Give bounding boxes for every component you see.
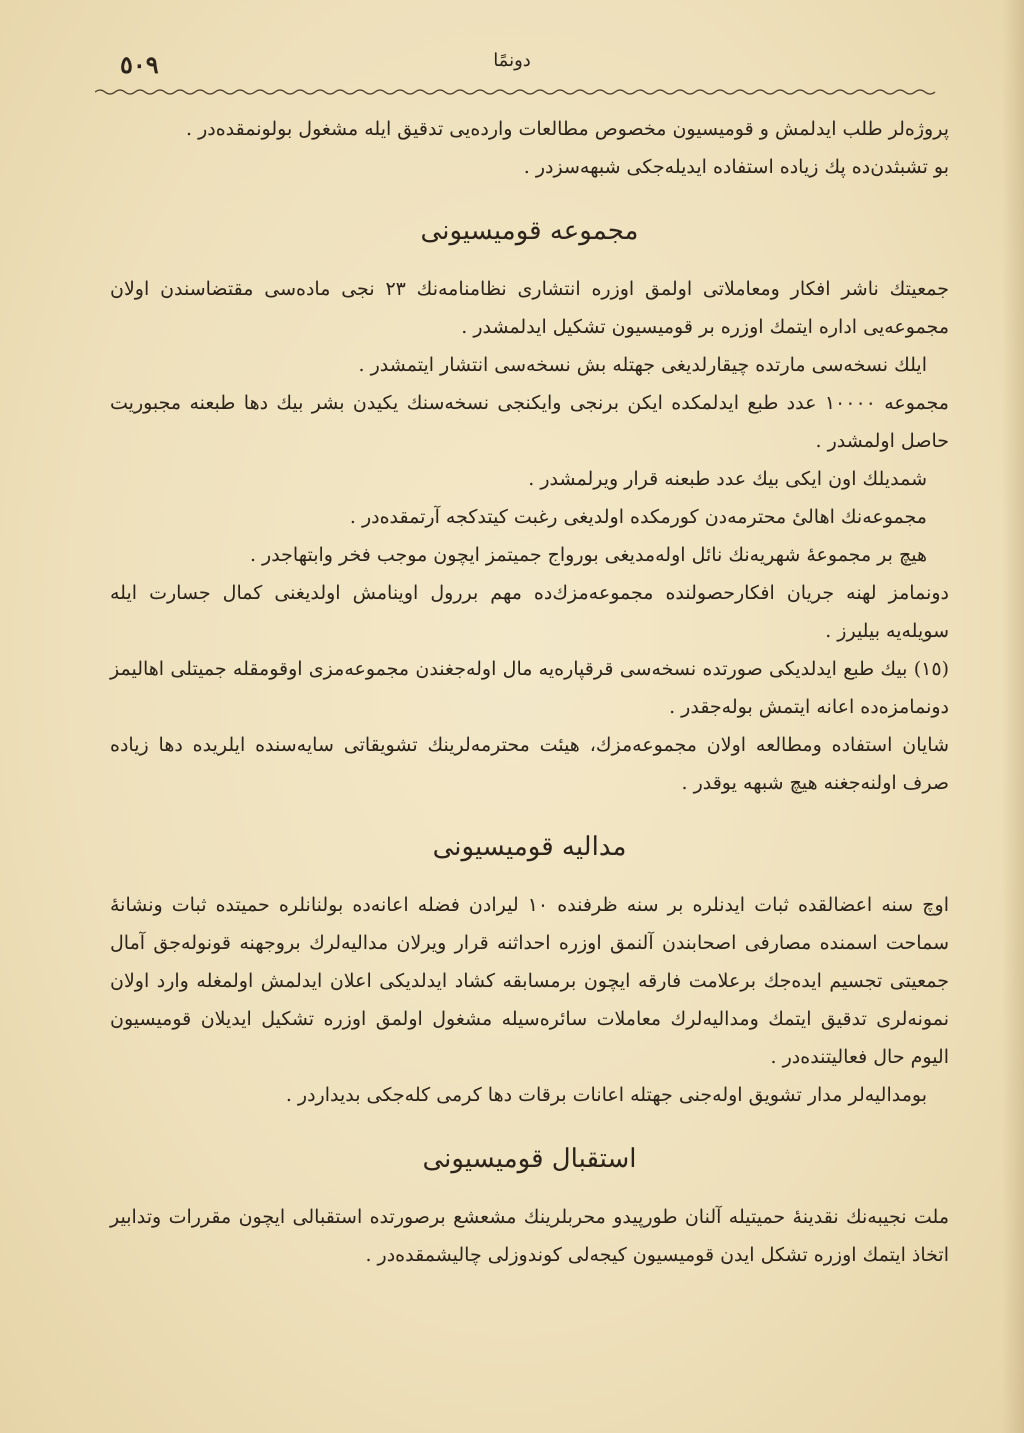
- page-edge-shadow: [1002, 0, 1024, 1433]
- intro-paragraph-1: پروژه‌لر طلب ایدلمش و قومیسیون مخصوص مطالعات وارده‌یی تدقیق ایله مشغول بولونمقده‌در .: [186, 118, 949, 140]
- section1-paragraph-1: جمعیتك ناشر افکار ومعاملاتی اولمق اوزره انتشاری نظامنامه‌نك ۲۳ نجی ماده‌سی مقتضاسندن اولان مجموعه‌یی اداره ایتمك اوزره بر قومیسیون تشکیل ایدلمشدر .: [110, 278, 950, 338]
- section1-paragraph-5: مجموعه‌نك اهالیٔ محترمه‌دن کورمکده اولدیغی رغبت کیتدکجه آرتمقده‌در .: [349, 506, 927, 528]
- section2-paragraph-2: بومدالیه‌لر مدار تشویق اوله‌جنی جهتله اعانات برقات دها کرمی کله‌جکی بدیداردر .: [285, 1084, 927, 1106]
- page-number: ٥٠٩: [120, 50, 159, 79]
- section1-paragraph-7: دونمامز لهنه جریان افکارحصولنده مجموعه‌مزك‌ده مهم بررول اوینامش اولدیغنی کمال جسارت ایله سویله‌یه بیلیرز .: [110, 582, 949, 642]
- page-body: [110, 110, 949, 1274]
- running-title: دونمًا: [493, 50, 531, 71]
- section2-paragraph-1: اوچ سنه اعضالقده ثبات ایدنلره بر سنه ظرفنده ۱۰ لیرادن فضله اعانه‌ده بولنانلره حمیتده ثبات ونشانهٔ سماحت اسمنده مصارفی اصحابندن آلنمق اوزره احداثنه قرار ویرلان مدالیه‌لرك بروجهنه قونوله‌جق آمال جمعیتی تجسیم ایده‌جك برعلامت فارقه ایچون برمسابقه کشاد ایدلدیکی اعلان ایدلمش اولمغله وارد اولان نمونه‌لری تدقیق ایتمك ومدالیه‌لرك معاملات سائره‌سیله مشغول اولمق اوزره تشکیل ایدیلان قومیسیون الیوم حال فعالیتنده‌در .: [110, 894, 949, 1068]
- section-title-collection-commission: مجموعه قومیسیونی: [420, 216, 639, 246]
- section1-paragraph-6: هیچ بر مجموعهٔ شهریه‌نك نائل اوله‌مدیغی بورواج جمیتمز ایچون موجب فخر وابتهاجدر .: [249, 544, 927, 566]
- section1-paragraph-4: شمدیلك اون ایکی بیك عدد طبعنه قرار ویرلمشدر .: [528, 468, 927, 490]
- section1-paragraph-8: (۱٥) بیك طبع ایدلدیکی صورتده نسخه‌سی قرقپاره‌یه مال اوله‌جغندن مجموعه‌مزی اوقومقله جمیتلی اهالیمز دونمامزه‌ده اعانه ایتمش بوله‌جقدر .: [110, 658, 949, 718]
- header-ornamental-rule: [95, 88, 939, 96]
- section-title-medal-commission: مداليه قومیسیونی: [432, 832, 627, 862]
- section3-paragraph-1: ملت نجیبه‌نك نقدینهٔ حمیتیله آلنان طورپیدو محربلرینك مشعشع برصورتده استقبالی ایچون مقررات وتدابیر اتخاذ ایتمك اوزره تشکل ایدن قومیسیون کیجه‌لی کوندوزلی چالیشمقده‌در .: [110, 1206, 949, 1266]
- section1-paragraph-9: شایان استفاده ومطالعه اولان مجموعه‌مزك، هیئت محترمه‌لرینك تشویقاتی سایه‌سنده ایلریده دها زیاده صرف اولنه‌جغنه هیچ شبهه یوقدر .: [110, 734, 949, 794]
- intro-paragraph-2: بو تشبثدن‌ده پك زیاده استفاده ایدیله‌جكی شبهه‌سزدر .: [523, 156, 949, 178]
- section1-paragraph-2: ایلك نسخه‌سی مارتده چیقارلدیغی جهتله بش نسخه‌سی انتشار ایتمشدر .: [358, 354, 927, 376]
- section-title-reception-commission: استقبال قومیسیونی: [422, 1144, 637, 1174]
- section1-paragraph-3: مجموعه ۱۰۰۰۰ عدد طبع ایدلمکده ایکن برنجی وایکنجی نسخه‌سنك یکیدن بشر بیك دها طبعنه مجبوریت حاصل اولمشدر .: [110, 392, 949, 452]
- page-header: [90, 48, 934, 88]
